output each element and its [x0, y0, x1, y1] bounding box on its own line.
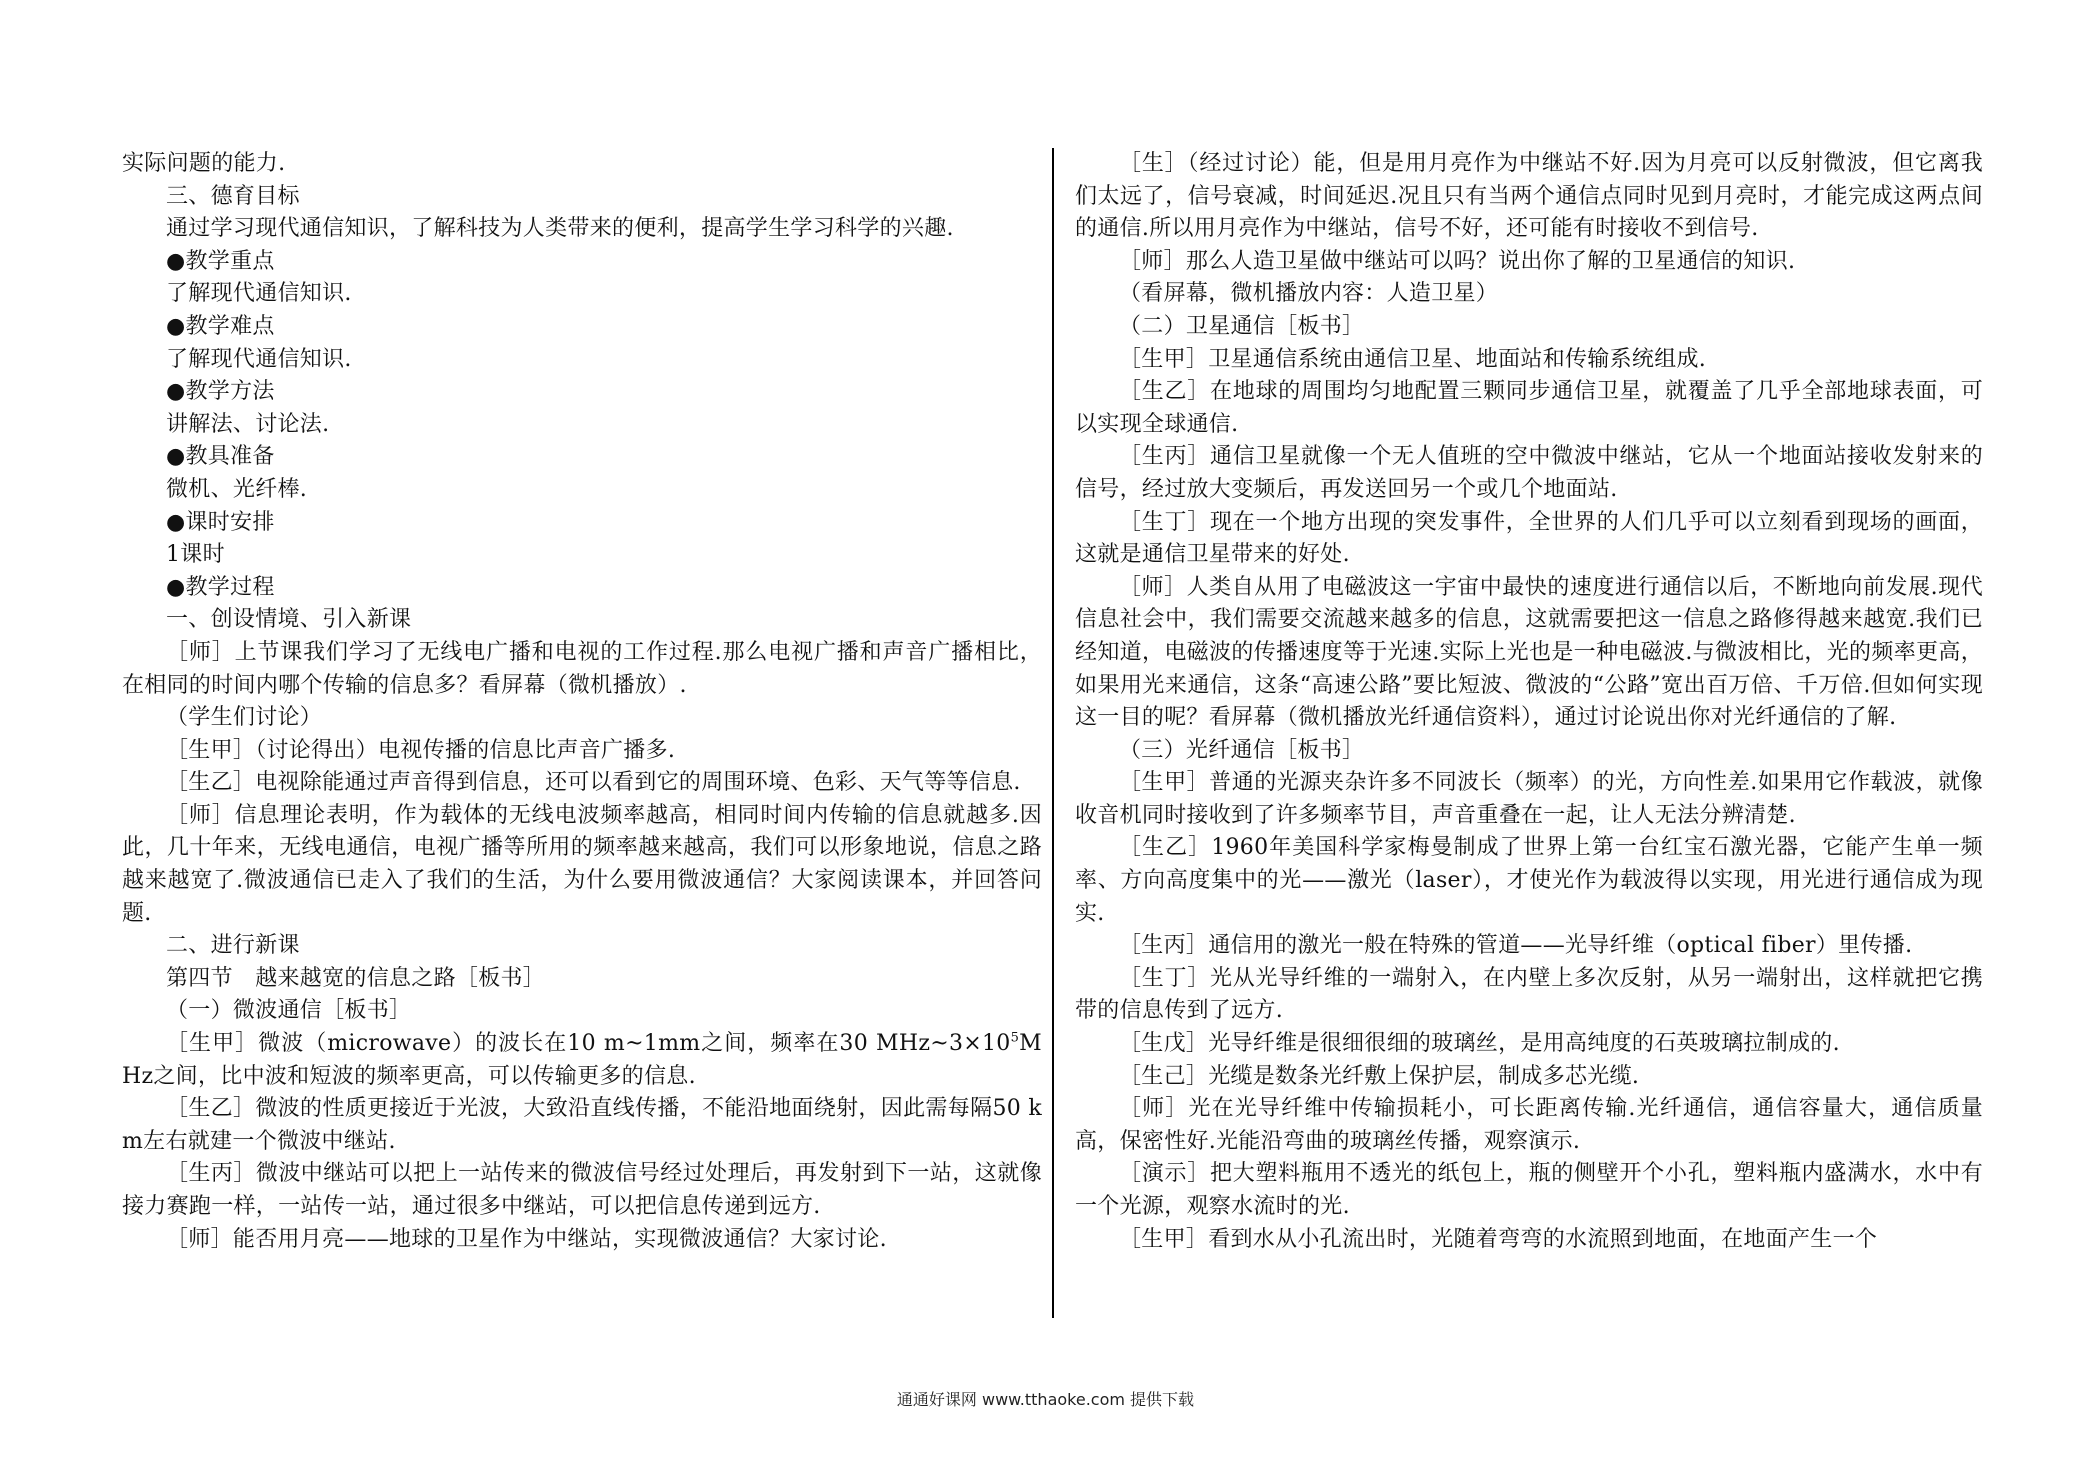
paragraph: ［生乙］1960年美国科学家梅曼制成了世界上第一台红宝石激光器，它能产生单一频率、方向高度集中的光——激光（laser），才使光作为载波得以实现，用光进行通信成为现实. — [1075, 835, 1983, 926]
paragraph: 了解现代通信知识. — [166, 346, 352, 372]
paragraph: （三）光纤通信［板书］ — [1119, 737, 1365, 763]
paragraph: ［师］上节课我们学习了无线电广播和电视的工作过程.那么电视广播和声音广播相比，在相同的时间内哪个传输的信息多？看屏幕（微机播放）. — [122, 639, 1042, 698]
paragraph: ●教具准备 — [166, 444, 275, 470]
paragraph: ［生乙］微波的性质更接近于光波，大致沿直线传播，不能沿地面绕射，因此需每隔50 km左右就建一个微波中继站. — [122, 1096, 1042, 1154]
paragraph — [122, 1028, 1042, 1093]
paragraph: 三、德育目标 — [166, 183, 300, 209]
paragraph: ［生甲］（讨论得出）电视传播的信息比声音广播多. — [166, 737, 676, 763]
paragraph: ［师］人类自从用了电磁波这一宇宙中最快的速度进行通信以后，不断地向前发展.现代信息社会中，我们需要交流越来越多的信息，这就需要把这一信息之路修得越来越宽.我们已经知道，电磁波的传播速度等于光速.实际上光也是一种电磁波.与微波相比，光的频率更高，如果用光来通信，这条“高速公路”要比短波、微波的“公路”宽出百万倍、千万倍.但如何实现这一目的呢？看屏幕（微机播放光纤通信资料），通过讨论说出你对光纤通信的了解. — [1075, 574, 1983, 731]
paragraph-text: MHz之间，比中波和短波的频率更高，可以传输更多的信息. — [122, 1031, 1042, 1089]
paragraph: （二）卫星通信［板书］ — [1119, 313, 1365, 339]
footer-credit: 通通好课网 www.tthaoke.com 提供下载 — [896, 1390, 1195, 1409]
left-column — [122, 148, 1042, 1256]
paragraph: （看屏幕，微机播放内容：人造卫星） — [1119, 281, 1499, 307]
paragraph: ［演示］把大塑料瓶用不透光的纸包上，瓶的侧壁开个小孔，塑料瓶内盛满水，水中有一个光源，观察水流时的光. — [1075, 1161, 1983, 1219]
paragraph: 了解现代通信知识. — [166, 281, 352, 307]
paragraph: ［师］光在光导纤维中传输损耗小，可长距离传输.光纤通信，通信容量大，通信质量高，保密性好.光能沿弯曲的玻璃丝传播，观察演示. — [1075, 1096, 1983, 1154]
column-divider — [1052, 148, 1054, 1318]
paragraph: 通过学习现代通信知识，了解科技为人类带来的便利，提高学生学习科学的兴趣. — [166, 216, 954, 242]
paragraph: ［生丁］现在一个地方出现的突发事件，全世界的人们几乎可以立刻看到现场的画面，这就是通信卫星带来的好处. — [1075, 509, 1983, 568]
right-column — [1075, 148, 1983, 1256]
paragraph: （学生们讨论） — [166, 705, 323, 731]
paragraph: 一、创设情境、引入新课 — [166, 607, 412, 633]
paragraph: 1课时 — [166, 542, 225, 568]
paragraph: ［生］（经过讨论）能，但是用月亮作为中继站不好.因为月亮可以反射微波，但它离我们太远了，信号衰减，时间延迟.况且只有当两个通信点同时见到月亮时，才能完成这两点间的通信.所以用月亮作为中继站，信号不好，还可能有时接收不到信号. — [1075, 151, 1983, 242]
paragraph: ［师］信息理论表明，作为载体的无线电波频率越高，相同时间内传输的信息就越多.因此，几十年来，无线电通信，电视广播等所用的频率越来越高，我们可以形象地说，信息之路越来越宽了.微波通信已走入了我们的生活，为什么要用微波通信？大家阅读课本，并回答问题. — [122, 802, 1042, 926]
paragraph: ［师］能否用月亮——地球的卫星作为中继站，实现微波通信？大家讨论. — [166, 1226, 887, 1252]
paragraph: ［生丙］通信卫星就像一个无人值班的空中微波中继站，它从一个地面站接收发射来的信号，经过放大变频后，再发送回另一个或几个地面站. — [1075, 444, 1983, 502]
paragraph: ［生乙］电视除能通过声音得到信息，还可以看到它的周围环境、色彩、天气等等信息. — [166, 770, 1021, 796]
paragraph: ［生甲］看到水从小孔流出时，光随着弯弯的水流照到地面，在地面产生一个 — [1119, 1226, 1878, 1252]
paragraph-text: ［生甲］微波（microwave）的波长在10 m~1mm之间，频率在30 MHz~3×10 — [166, 1031, 1011, 1057]
paragraph: ［生甲］卫星通信系统由通信卫星、地面站和传输系统组成. — [1119, 346, 1707, 372]
paragraph: ［生乙］在地球的周围均匀地配置三颗同步通信卫星，就覆盖了几乎全部地球表面，可以实现全球通信. — [1075, 379, 1983, 437]
paragraph: ［生戊］光导纤维是很细很细的玻璃丝，是用高纯度的石英玻璃拉制成的. — [1119, 1031, 1840, 1057]
paragraph: ［师］那么人造卫星做中继站可以吗？说出你了解的卫星通信的知识. — [1119, 248, 1796, 274]
paragraph: 第四节 越来越宽的信息之路［板书］ — [166, 965, 546, 991]
paragraph: 讲解法、讨论法. — [166, 411, 330, 437]
paragraph: ［生丁］光从光导纤维的一端射入，在内壁上多次反射，从另一端射出，这样就把它携带的信息传到了远方. — [1075, 965, 1983, 1024]
paragraph: 二、进行新课 — [166, 933, 300, 959]
paragraph: ［生丙］微波中继站可以把上一站传来的微波信号经过处理后，再发射到下一站，这就像接力赛跑一样，一站传一站，通过很多中继站，可以把信息传递到远方. — [122, 1161, 1042, 1219]
paragraph: （一）微波通信［板书］ — [166, 998, 412, 1024]
paragraph: ●教学方法 — [166, 379, 275, 405]
paragraph: ●课时安排 — [166, 509, 275, 535]
paragraph: ●教学过程 — [166, 574, 275, 600]
paragraph: ［生丙］通信用的激光一般在特殊的管道——光导纤维（optical fiber）里传播. — [1119, 933, 1913, 959]
paragraph: 实际问题的能力. — [122, 151, 286, 176]
paragraph: ●教学重点 — [166, 248, 275, 274]
paragraph: 微机、光纤棒. — [166, 476, 308, 502]
paragraph: ●教学难点 — [166, 313, 275, 339]
superscript: 5 — [1010, 1030, 1020, 1046]
paragraph: ［生甲］普通的光源夹杂许多不同波长（频率）的光，方向性差.如果用它作载波，就像收音机同时接收到了许多频率节目，声音重叠在一起，让人无法分辨清楚. — [1075, 770, 1983, 828]
paragraph: ［生己］光缆是数条光纤敷上保护层，制成多芯光缆. — [1119, 1063, 1640, 1089]
